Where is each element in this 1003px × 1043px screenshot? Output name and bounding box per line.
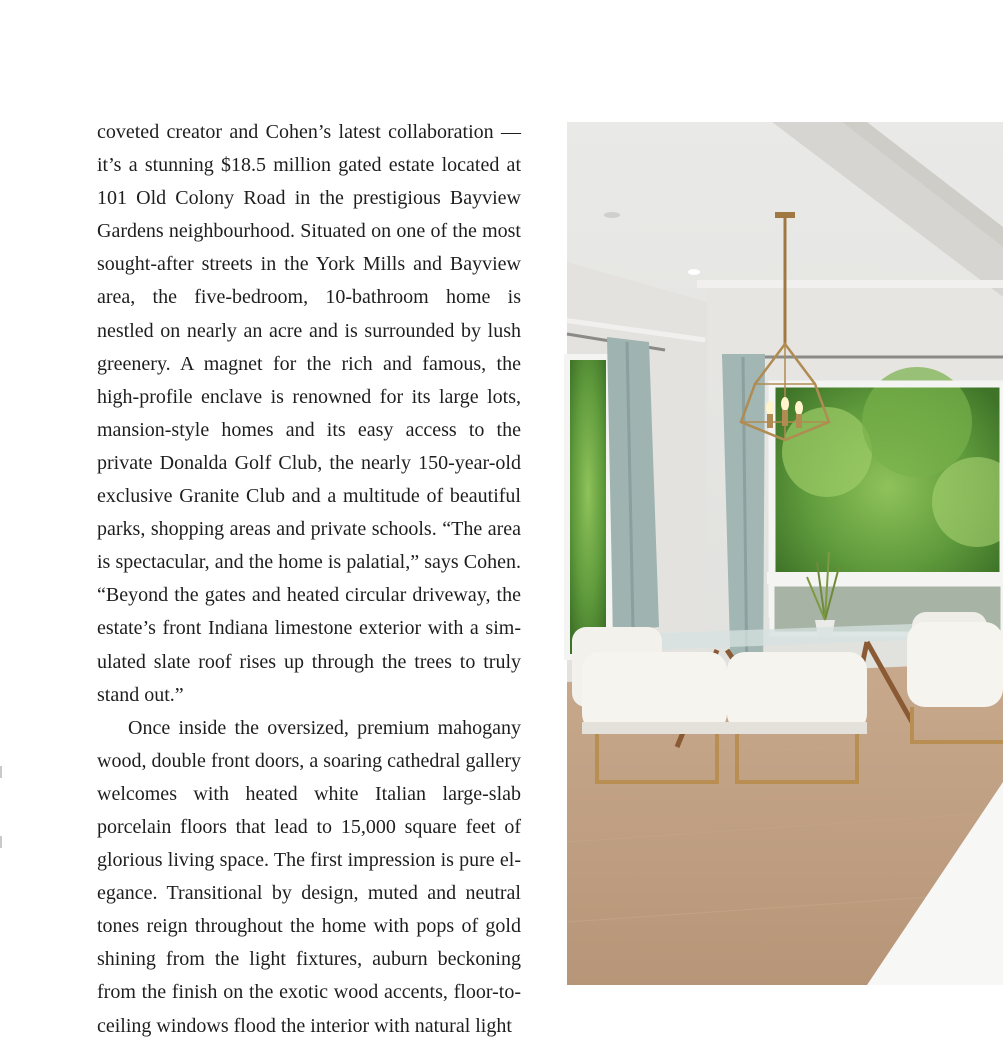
page-edge-mark: [0, 766, 2, 778]
page-edge-mark: [0, 836, 2, 848]
article-paragraph: coveted creator and Cohen’s latest collaboration — it’s a stunning $18.5 million gated estate located at 101 Old Colony Road in the prestigious Bayview Gardens neighbourhood. Situated on one of the most sought-after streets in the York Mills and Bayview area, the five-bedroom, 10-bathroom home is nestled on nearly an acre and is surrounded by lush greenery. A magnet for the rich and famous, the high-profile enclave is renowned for its large lots, mansion-style homes and its easy access to the private Donalda Golf Club, the nearly 150-year-old exclusive Granite Club and a multitude of beautiful parks, shopping areas and private schools. “The area is spectacular, and the home is palatial,” says Cohen. “Beyond the gates and heated circular driveway, the estate’s front Indiana limestone exterior with a simulated slate roof rises up through the trees to truly stand out.”: [97, 121, 521, 706]
article-column: [97, 116, 521, 1037]
dining-room-illustration: [567, 122, 1003, 985]
article-paragraph: Once inside the oversized, premium mahogany wood, double front doors, a soaring cathedral gallery welcomes with heated white Italian large-slab porcelain floors that lead to 15,000 square feet of glorious living space. The first impression is pure elegance. Transitional by design, muted and neutral tones reign throughout the home with pops of gold shining from the light fixtures, auburn beckoning from the finish on the exotic wood accents, floor-to-ceiling windows flood the interior with natural light: [97, 716, 521, 1037]
dining-room-photo: [567, 122, 1003, 985]
